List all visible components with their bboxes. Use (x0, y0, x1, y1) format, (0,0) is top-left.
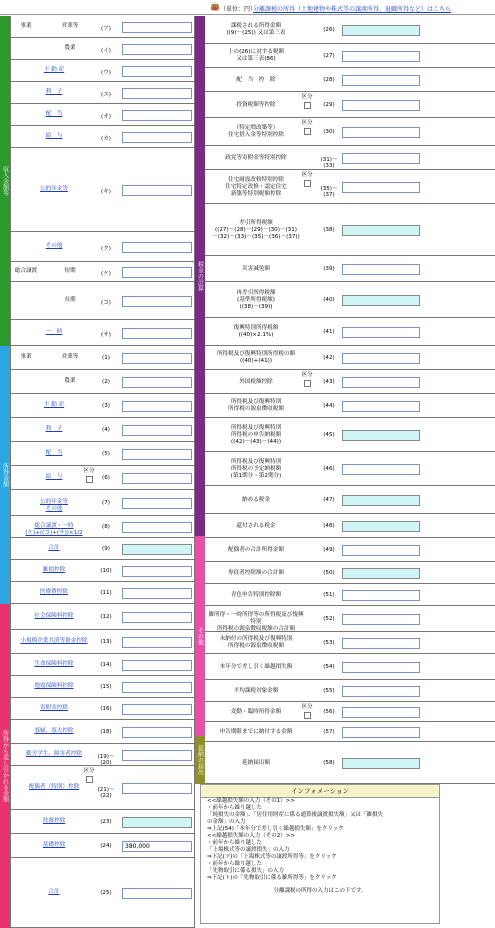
division-label: 区分 (301, 172, 313, 178)
left-row-code: (1) (102, 355, 110, 361)
right-row-input[interactable] (342, 295, 420, 306)
division-label: 区分 (301, 372, 313, 378)
right-row-label[interactable]: 変動・臨時所得金額 (230, 708, 282, 715)
right-row-code: (29) (323, 102, 335, 108)
right-row-code: (26) (323, 27, 335, 33)
right-row-label[interactable]: 申告期限までに納付する金額 (219, 728, 293, 735)
left-row-input[interactable] (122, 704, 192, 715)
division-label: 区分 (301, 120, 313, 126)
right-row-code: (28) (323, 77, 335, 83)
right-row-label[interactable]: 所得税及び復興特別 所得税の源泉徴収税額 (228, 399, 284, 412)
right-row-label[interactable]: 所得税及び復興特別 所得税の申告納税額 ((42)－(43)－(44)) (230, 424, 282, 445)
information-line: ⇒上記(54)「本年分で差し引く繰越損失額」をクリック (207, 826, 344, 832)
left-row-code: (ク) (101, 246, 111, 252)
right-row-label[interactable]: 外国税額控除 (239, 378, 273, 385)
left-row-label[interactable]: 雑損控除 (42, 567, 66, 573)
left-row-input[interactable] (122, 185, 192, 196)
left-row-code: (25) (100, 890, 112, 896)
right-row-code: (40) (323, 297, 335, 303)
section-deduction: 所得から差し引かれる金額 (0, 604, 10, 928)
right-row-input[interactable] (342, 182, 420, 193)
right-row-label[interactable]: 還付される税金 (236, 522, 276, 529)
right-row-code: (27) (323, 53, 335, 59)
right-row-code: (45) (323, 432, 335, 438)
left-row-label[interactable]: 総合譲渡 (14, 268, 38, 274)
right-row-label[interactable]: 専従者控除額の合計額 (228, 569, 284, 576)
right-row-input[interactable] (342, 686, 420, 697)
division-checkbox[interactable] (86, 776, 93, 783)
right-row-label[interactable]: 災害減免額 (242, 265, 270, 272)
left-row-input[interactable] (122, 522, 192, 533)
left-row-input[interactable] (122, 817, 192, 828)
left-row-input[interactable] (122, 328, 192, 339)
left-row-input[interactable] (122, 637, 192, 648)
right-row-input[interactable] (342, 377, 420, 388)
right-row-input[interactable] (342, 727, 420, 738)
left-row-label[interactable]: 公的年金等 その他 (40, 499, 68, 512)
section-tax-calc: 税金の計算 (195, 16, 205, 536)
right-row-label[interactable]: 延納届出額 (242, 759, 270, 766)
left-row-label[interactable]: 利 子 (45, 89, 63, 95)
left-row-code: (イ) (101, 48, 111, 54)
right-row-code: (35)～(37) (320, 186, 338, 198)
left-row-input[interactable] (122, 544, 192, 555)
section-other: その他 (195, 536, 205, 736)
right-row-code: (51) (323, 592, 335, 598)
left-row-input[interactable] (122, 727, 192, 738)
left-row-label[interactable]: 事業 (20, 354, 32, 360)
left-row-input[interactable] (122, 132, 192, 143)
left-row-input[interactable] (122, 44, 192, 55)
left-row-input[interactable] (122, 425, 192, 436)
right-row-input[interactable] (342, 707, 420, 718)
right-row-input[interactable] (342, 225, 420, 236)
right-row-input[interactable] (342, 568, 420, 579)
left-row-label[interactable]: 扶養控除 (42, 818, 66, 824)
division-label: 区分 (301, 94, 313, 100)
information-line: の金額」の入力 (207, 819, 246, 825)
left-row-label[interactable]: 配 当 (45, 450, 63, 456)
right-row-code: (49) (323, 547, 335, 553)
left-row-code: (24) (100, 843, 112, 849)
left-row-input[interactable] (122, 22, 192, 33)
left-row-code: (ア) (101, 26, 111, 32)
division-checkbox[interactable] (304, 102, 311, 109)
left-row-input[interactable] (122, 401, 192, 412)
right-row-code: (44) (323, 403, 335, 409)
right-row-code: (39) (323, 266, 335, 272)
left-row-label[interactable]: 給 与 (45, 133, 63, 139)
right-row-label[interactable]: 未納付の所得税及び復興特別 所得税の源泉徴収税額 (219, 636, 293, 649)
right-row-code: (42) (323, 355, 335, 361)
left-row-code: (14) (100, 662, 112, 668)
information-line: ・前年から繰り越した (207, 805, 263, 811)
right-row-label[interactable]: 雑所得・一時所得等の所得税及び復興特別 所得税の源泉徴収税額の合計額 (208, 612, 304, 632)
left-row-input[interactable] (122, 377, 192, 388)
left-row-label[interactable]: 配偶者（特別）控除 (28, 784, 80, 790)
left-row-input[interactable] (122, 498, 192, 509)
right-row-label[interactable]: 住宅耐震改修特別控除 住宅特定改修・認定住宅 新築等特別税額控除 (225, 176, 287, 197)
information-line: ・前年から繰り越した (207, 840, 263, 846)
right-row-code: (48) (323, 523, 335, 529)
right-row-input[interactable] (342, 638, 420, 649)
right-row-input[interactable] (342, 662, 420, 673)
right-row-input[interactable] (342, 100, 420, 111)
information-line: ・前年から繰り越した (207, 861, 263, 867)
left-row-code: (カ) (101, 136, 111, 142)
information-line: <<繰越損失額の入力（その1）>> (207, 798, 295, 804)
left-row-code: (4) (102, 427, 110, 433)
left-row-code: (9) (102, 546, 110, 552)
left-row-code: (12) (100, 614, 112, 620)
right-row-code: (41) (323, 329, 335, 335)
right-row-code: (58) (323, 760, 335, 766)
right-row-label[interactable]: 配 当 控 除 (236, 76, 276, 83)
left-row-code: (7) (102, 500, 110, 506)
right-row-label[interactable]: 平均課税対象金額 (233, 687, 279, 694)
division-label: 区分 (83, 468, 95, 474)
left-row-label[interactable]: 社会保険料控除 (34, 613, 74, 619)
left-row-code: (3) (102, 403, 110, 409)
left-row-label[interactable]: 利 子 (45, 426, 63, 432)
information-panel (200, 784, 440, 924)
information-line: 「先物取引に係る損失」の入力 (207, 868, 285, 874)
left-row-input[interactable]: 380,000 (122, 841, 192, 852)
right-row-code: (56) (323, 709, 335, 715)
left-row-code: (11) (100, 590, 112, 596)
left-row-label[interactable]: 医療費控除 (40, 589, 68, 595)
information-line: ⇒下記(ト)の「先物取引に係る雑所得等」をクリック (207, 875, 337, 881)
right-row-input[interactable] (342, 127, 420, 138)
left-row-label[interactable]: 小規模企業共済等掛金控除 (20, 638, 88, 644)
information-title: インフォメーション (201, 785, 439, 798)
left-row-sublabel: 短期 (64, 268, 76, 274)
information-line: 「純損失の金額」、「居住用財産に係る通算後譲渡損失額」又は「雑損失 (207, 812, 384, 818)
left-row-label[interactable]: 基礎控除 (42, 842, 66, 848)
right-row-input[interactable] (342, 614, 420, 625)
left-row-label[interactable]: 不 動 産 (43, 67, 65, 73)
left-row-input[interactable] (122, 353, 192, 364)
right-row-code: (46) (323, 466, 335, 472)
left-row-code: (19)～(20) (97, 754, 115, 766)
left-row-input[interactable] (122, 783, 192, 794)
left-row-code: (13) (100, 639, 112, 645)
left-row-input[interactable] (122, 660, 192, 671)
left-row-label[interactable]: 生命保険料控除 (34, 661, 74, 667)
right-row-label[interactable]: 政党等寄附金等特別控除 (225, 154, 287, 161)
right-row-code: (38) (323, 227, 335, 233)
division-checkbox[interactable] (304, 128, 311, 135)
division-checkbox[interactable] (304, 712, 311, 719)
section-income: 所得金額 (0, 346, 10, 604)
left-row-sublabel: 長期 (64, 297, 76, 303)
section-spouse: 延納の届出 (195, 736, 205, 784)
left-row-input[interactable] (122, 682, 192, 693)
right-row-label[interactable]: 復興特別所得税額 ((40)×2.1%) (233, 325, 279, 338)
left-row-input[interactable] (122, 88, 192, 99)
left-row-input[interactable] (122, 449, 192, 460)
left-row-label[interactable]: 一 時 (45, 329, 63, 335)
right-row-input[interactable] (342, 758, 420, 769)
separate-taxation-link[interactable]: 分離課税の所得（土地建物や株式等の譲渡所得、退職所得など）はこちら (253, 6, 452, 13)
section-income-amount: 収入金額等 (0, 16, 10, 346)
left-row-code: (2) (102, 379, 110, 385)
left-row-code: (コ) (101, 300, 111, 306)
right-row-label[interactable]: 青色申告特別控除額 (230, 591, 282, 598)
right-row-code: (55) (323, 688, 335, 694)
information-line: <<繰越損失額の入力（その2）>> (207, 833, 295, 839)
right-row-label[interactable]: 配偶者の合計所得金額 (228, 546, 284, 553)
left-row-label[interactable]: 不 動 産 (43, 402, 65, 408)
right-row-label[interactable]: 所得税及び復興特別所得税の額 ((40)+(41)) (216, 351, 296, 364)
unit-label: （単位：円） (220, 6, 257, 13)
right-row-code: (53) (323, 640, 335, 646)
left-row-code: (ウ) (101, 70, 111, 76)
right-row-input[interactable] (342, 590, 420, 601)
left-row-input[interactable] (122, 566, 192, 577)
left-row-code: (ケ) (101, 271, 111, 277)
left-row-label[interactable]: 事業 (20, 23, 32, 29)
left-row-label[interactable]: 勤労学生、障害者控除 (26, 751, 82, 757)
left-row-code: (キ) (101, 189, 111, 195)
left-row-code: (16) (100, 706, 112, 712)
right-row-code: (43) (323, 379, 335, 385)
left-row-label[interactable]: 合計 (48, 889, 60, 895)
right-row-code: (57) (323, 729, 335, 735)
left-row-label[interactable]: 地震保険料控除 (34, 683, 74, 689)
right-row-label[interactable]: 本年分で差し引く繰越損失額 (219, 663, 293, 670)
header-bar (0, 0, 495, 15)
left-row-sublabel: 営業等 (61, 23, 79, 29)
right-row-label[interactable]: 投資税額等控除 (236, 101, 276, 108)
column-divider (194, 16, 195, 928)
information-line: 「上場株式等の譲渡損失」の入力 (207, 847, 290, 853)
division-checkbox[interactable] (304, 180, 311, 187)
right-row-label[interactable]: 再差引所得税額 (基準所得税額) ((38)－(39)) (236, 289, 276, 310)
left-row-label[interactable]: その他 (45, 243, 63, 249)
left-row-code: (21)～(22) (97, 787, 115, 799)
right-row-input[interactable] (342, 430, 420, 441)
left-row-label[interactable]: 配 当 (45, 111, 63, 117)
bag-icon: 👜 (210, 2, 220, 11)
left-row-label[interactable]: 公的年金等 (40, 186, 68, 192)
right-row-code: (47) (323, 497, 335, 503)
left-row-input[interactable] (122, 66, 192, 77)
left-row-input[interactable] (122, 296, 192, 307)
left-row-code: (エ) (101, 92, 111, 98)
right-row-label[interactable]: 納める税金 (242, 496, 270, 503)
right-row-code: (50) (323, 570, 335, 576)
left-row-sublabel: 営業等 (61, 354, 79, 360)
left-row-sublabel: 農業 (64, 378, 76, 384)
left-row-code: (6) (102, 475, 110, 481)
left-row-sublabel: 農業 (64, 45, 76, 51)
right-row-input[interactable] (342, 495, 420, 506)
left-row-code: (18) (100, 729, 112, 735)
left-row-input[interactable] (122, 110, 192, 121)
right-row-input[interactable] (342, 153, 420, 164)
left-row-input[interactable] (122, 473, 192, 484)
right-row-code: (54) (323, 664, 335, 670)
information-text (201, 798, 439, 895)
left-row-input[interactable] (122, 888, 192, 899)
information-line: 分離課税の所得の入力はこの下です。 (273, 888, 367, 894)
right-row-label[interactable]: 差引所得税額 ((27)－(28)－(29)－(30)－(31) －(32)－(33)－(35)－(36)－(37)) (212, 219, 300, 240)
left-row-input[interactable] (122, 588, 192, 599)
right-row-label[interactable]: 上の(26)に対する税額 又は第三表(86) (227, 49, 285, 62)
right-row-input[interactable] (342, 545, 420, 556)
left-row-input[interactable] (122, 612, 192, 623)
left-row-label[interactable]: 寡婦、寡夫控除 (34, 728, 74, 734)
left-row-label[interactable]: 寄附金控除 (40, 705, 68, 711)
information-line: ⇒下記(ツ)の「上場株式等の譲渡所得等」をクリック (207, 854, 337, 860)
left-row-code: (オ) (101, 114, 111, 120)
right-row-code: (31)～(33) (320, 157, 338, 169)
right-row-input[interactable] (342, 464, 420, 475)
right-row-label[interactable]: （特定増改築等） 住宅借入金等特別控除 (228, 125, 284, 138)
left-row-input[interactable] (122, 267, 192, 278)
division-checkbox[interactable] (86, 476, 93, 483)
left-row-label[interactable]: 合計 (48, 545, 60, 551)
right-row-input[interactable] (342, 51, 420, 62)
left-row-label[interactable]: 給 与 (45, 474, 63, 480)
left-row-input[interactable] (122, 242, 192, 253)
right-row-input[interactable] (342, 401, 420, 412)
left-row-label[interactable]: 総合譲渡・一時 (ケ)+((コ)+(サ))×1/2 (25, 523, 83, 536)
right-row-input[interactable] (342, 327, 420, 338)
right-row-input[interactable] (342, 264, 420, 275)
left-row-code: (5) (102, 451, 110, 457)
division-label: 区分 (83, 768, 95, 774)
right-row-input[interactable] (342, 521, 420, 532)
right-row-code: (52) (323, 616, 335, 622)
right-row-code: (30) (323, 129, 335, 135)
right-row-label[interactable]: 所得税及び復興特別 所得税の予定納税額 (第1期分・第2期分) (230, 458, 282, 479)
left-row-input[interactable] (122, 750, 192, 761)
left-row-code: (サ) (101, 332, 111, 338)
left-row-code: (8) (102, 524, 110, 530)
division-label: 区分 (301, 704, 313, 710)
left-row-code: (10) (100, 568, 112, 574)
left-row-code: (23) (100, 819, 112, 825)
left-row-code: (15) (100, 684, 112, 690)
right-row-input[interactable] (342, 353, 420, 364)
right-row-input[interactable] (342, 75, 420, 86)
right-row-input[interactable] (342, 25, 420, 36)
division-checkbox[interactable] (304, 380, 311, 387)
right-row-label[interactable]: 課税される所得金額 ((9)－(25)) 又は第三表 (226, 23, 286, 36)
